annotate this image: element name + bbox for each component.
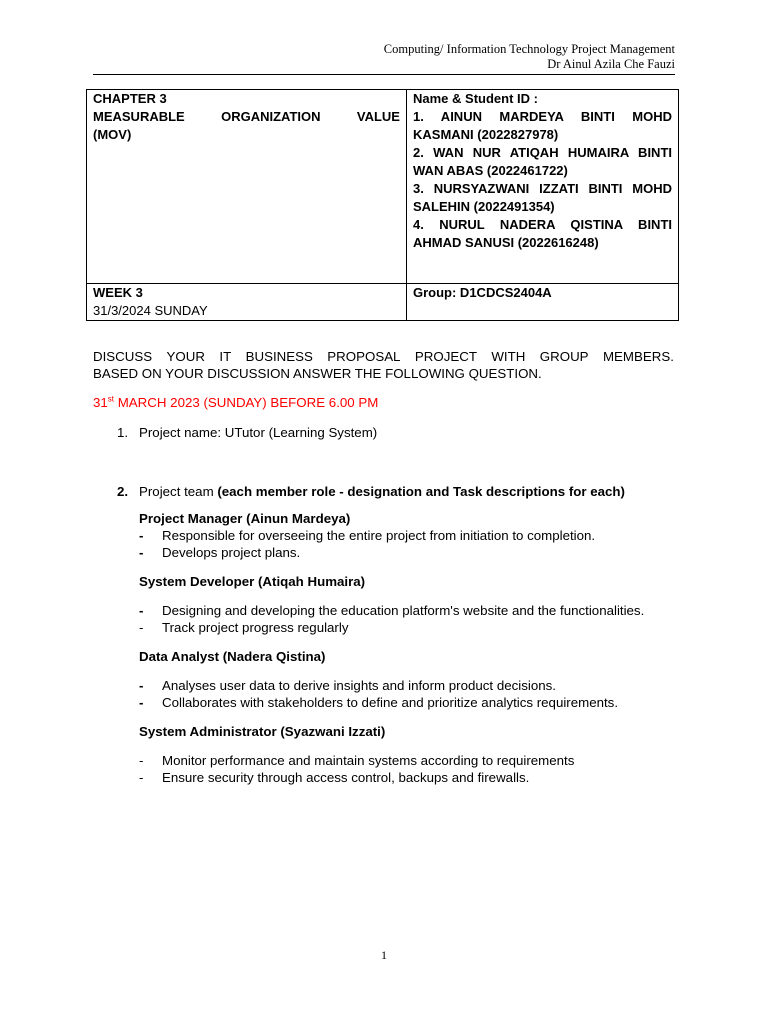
chapter-cell <box>87 90 407 284</box>
task-text: Responsible for overseeing the entire project from initiation to completion. <box>162 528 596 543</box>
chapter-topic-line2: (MOV) <box>93 127 132 142</box>
info-table <box>86 89 679 321</box>
bullet-dash: - <box>139 528 144 543</box>
task-text: Collaborates with stakeholders to define and prioritize analytics requirements. <box>162 695 619 710</box>
task-item <box>93 527 674 544</box>
task-item <box>93 769 674 786</box>
question-number: 1. <box>117 425 129 440</box>
instruction-line1 <box>93 348 674 365</box>
bullet-dash: - <box>139 603 144 618</box>
week-cell <box>87 284 407 321</box>
topic-word: ORGANIZATION <box>221 109 321 124</box>
question-text <box>139 483 625 500</box>
lecturer-name: Dr Ainul Azila Che Fauzi <box>547 57 675 71</box>
instruction-word: PROJECT <box>414 349 477 364</box>
instruction-word: IT <box>219 349 232 364</box>
topic-word: VALUE <box>356 109 400 124</box>
question-text-plain: Project team <box>139 484 218 499</box>
instruction-word: WITH <box>491 349 526 364</box>
week-label: WEEK 3 <box>93 285 143 300</box>
deadline-day: 31 <box>93 395 108 410</box>
task-item <box>93 602 674 619</box>
question-text: Project name: UTutor (Learning System) <box>139 425 378 440</box>
instruction-word: YOUR <box>166 349 205 364</box>
members-cell <box>407 90 679 284</box>
task-text: Analyses user data to derive insights and inform product decisions. <box>162 678 556 693</box>
instruction-word: PROPOSAL <box>327 349 401 364</box>
topic-word: MEASURABLE <box>93 109 185 124</box>
group-label: Group: D1CDCS2404A <box>413 285 552 300</box>
role-title: System Developer (Atiqah Humaira) <box>139 574 366 589</box>
task-item <box>93 752 674 769</box>
week-date: 31/3/2024 SUNDAY <box>93 303 208 318</box>
chapter-label: CHAPTER 3 <box>93 91 167 106</box>
member-item: 4. NURUL NADERA QISTINA BINTI AHMAD SANUSI (2022616248) <box>413 217 672 250</box>
deadline-suffix: st <box>107 394 115 404</box>
task-text: Track project progress regularly <box>162 620 349 635</box>
task-text: Ensure security through access control, backups and firewalls. <box>162 770 530 785</box>
course-title: Computing/ Information Technology Project Management <box>383 42 675 56</box>
group-cell <box>407 284 679 321</box>
bullet-dash: - <box>139 753 144 768</box>
role-title: Project Manager (Ainun Mardeya) <box>139 511 351 526</box>
main-content <box>93 348 674 786</box>
member-item: 1. AINUN MARDEYA BINTI MOHD KASMANI (2022827978) <box>413 109 672 142</box>
question-1 <box>93 424 674 441</box>
page-header <box>93 42 675 75</box>
deadline <box>93 394 674 411</box>
task-item <box>93 619 674 636</box>
deadline-text: MARCH 2023 (SUNDAY) BEFORE 6.00 PM <box>114 395 379 410</box>
task-text: Develops project plans. <box>162 545 301 560</box>
bullet-dash: - <box>139 545 144 560</box>
instruction-line2: BASED ON YOUR DISCUSSION ANSWER THE FOLLOWING QUESTION. <box>93 366 542 381</box>
instruction-word: MEMBERS. <box>602 349 674 364</box>
chapter-topic <box>93 108 400 126</box>
task-item <box>93 677 674 694</box>
bullet-dash: - <box>139 678 144 693</box>
task-text: Monitor performance and maintain systems according to requirements <box>162 753 575 768</box>
member-item: 2. WAN NUR ATIQAH HUMAIRA BINTI WAN ABAS (2022461722) <box>413 145 672 178</box>
task-item <box>93 694 674 711</box>
page-number: 1 <box>381 948 387 962</box>
question-2 <box>93 483 674 500</box>
instruction-word: DISCUSS <box>93 349 153 364</box>
member-item: 3. NURSYAZWANI IZZATI BINTI MOHD SALEHIN (2022491354) <box>413 181 672 214</box>
bullet-dash: - <box>139 695 144 710</box>
task-text: Designing and developing the education platform's website and the functionalities. <box>162 603 645 618</box>
bullet-dash: - <box>139 620 144 635</box>
role-title: System Administrator (Syazwani Izzati) <box>139 724 386 739</box>
role-title: Data Analyst (Nadera Qistina) <box>139 649 326 664</box>
question-number: 2. <box>117 484 129 499</box>
instruction-word: GROUP <box>539 349 589 364</box>
name-heading: Name & Student ID : <box>413 91 538 106</box>
question-text-bold: (each member role - designation and Task descriptions for each) <box>217 484 625 499</box>
bullet-dash: - <box>139 770 144 785</box>
task-item <box>93 544 674 561</box>
instruction-word: BUSINESS <box>245 349 313 364</box>
